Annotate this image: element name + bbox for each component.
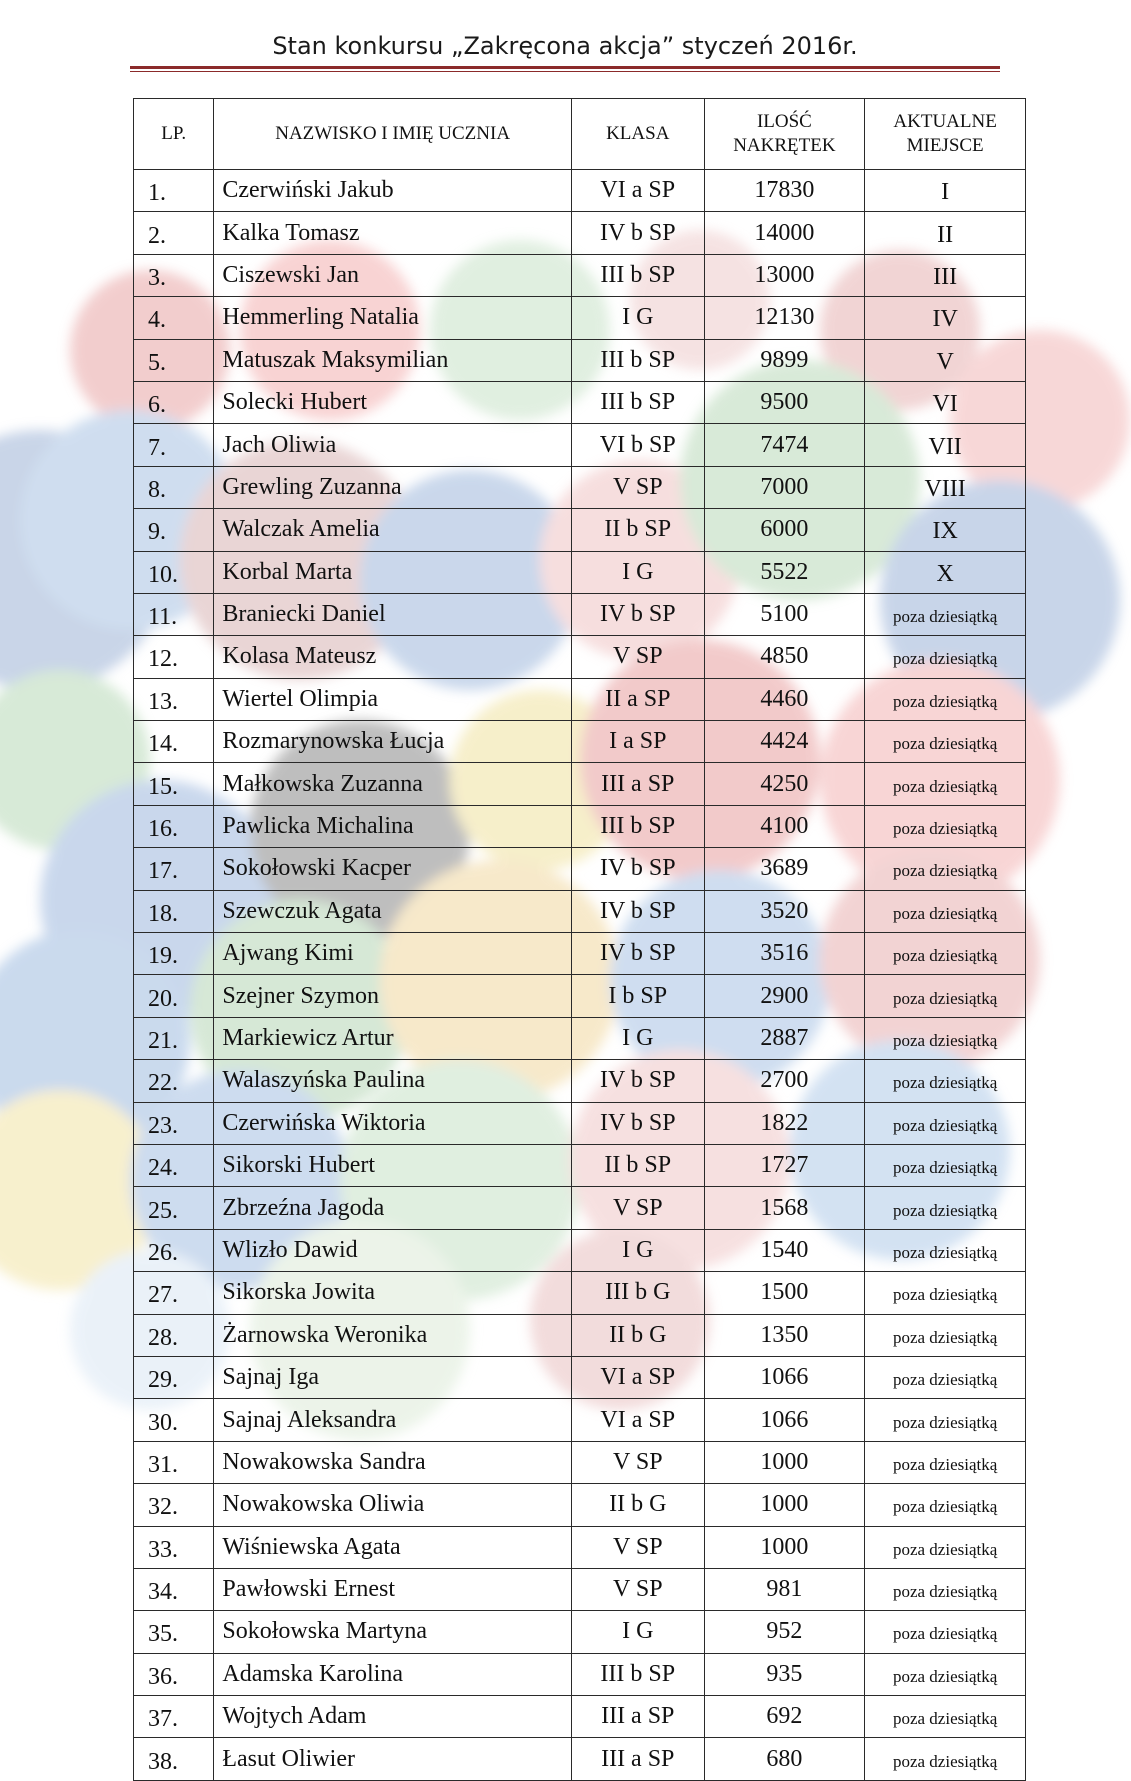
table-row bbox=[134, 381, 1026, 423]
row-lp: 30. bbox=[134, 1399, 214, 1441]
header-count-line1: ILOŚĆ bbox=[756, 111, 812, 132]
row-count: 5100 bbox=[704, 593, 865, 635]
row-place: poza dziesiątką bbox=[865, 636, 1026, 678]
header-count bbox=[704, 99, 865, 170]
page-title: Stan konkursu „Zakręcona akcja” styczeń 2016r. bbox=[272, 32, 858, 60]
row-count: 1540 bbox=[704, 1229, 865, 1271]
row-count: 3689 bbox=[704, 848, 865, 890]
row-count: 7474 bbox=[704, 424, 865, 466]
row-count: 13000 bbox=[704, 254, 865, 296]
row-place: poza dziesiątką bbox=[865, 1653, 1026, 1695]
table-row bbox=[134, 593, 1026, 635]
row-lp: 8. bbox=[134, 466, 214, 508]
row-place: poza dziesiątką bbox=[865, 805, 1026, 847]
row-count: 1066 bbox=[704, 1356, 865, 1398]
row-name: Sokołowska Martyna bbox=[214, 1611, 572, 1653]
row-place: poza dziesiątką bbox=[865, 1441, 1026, 1483]
row-place: poza dziesiątką bbox=[865, 593, 1026, 635]
row-count: 4460 bbox=[704, 678, 865, 720]
row-class: IV b SP bbox=[571, 890, 704, 932]
table-row bbox=[134, 848, 1026, 890]
table-row bbox=[134, 721, 1026, 763]
row-class: IV b SP bbox=[571, 933, 704, 975]
table-row bbox=[134, 1314, 1026, 1356]
row-class: III b SP bbox=[571, 805, 704, 847]
row-name: Małkowska Zuzanna bbox=[214, 763, 572, 805]
row-count: 4250 bbox=[704, 763, 865, 805]
table-row bbox=[134, 424, 1026, 466]
row-class: II b G bbox=[571, 1484, 704, 1526]
row-place: poza dziesiątką bbox=[865, 1568, 1026, 1610]
title-rule bbox=[130, 66, 1000, 69]
row-class: V SP bbox=[571, 1187, 704, 1229]
row-place: II bbox=[865, 212, 1026, 254]
header-class: KLASA bbox=[571, 99, 704, 170]
row-lp: 29. bbox=[134, 1356, 214, 1398]
row-name: Solecki Hubert bbox=[214, 381, 572, 423]
row-name: Pawłowski Ernest bbox=[214, 1568, 572, 1610]
table-row bbox=[134, 636, 1026, 678]
row-place: IX bbox=[865, 509, 1026, 551]
row-count: 2700 bbox=[704, 1060, 865, 1102]
table-row bbox=[134, 678, 1026, 720]
row-place: V bbox=[865, 339, 1026, 381]
row-count: 1066 bbox=[704, 1399, 865, 1441]
table-row bbox=[134, 466, 1026, 508]
row-count: 692 bbox=[704, 1696, 865, 1738]
row-place: poza dziesiątką bbox=[865, 1526, 1026, 1568]
row-place: poza dziesiątką bbox=[865, 1696, 1026, 1738]
row-count: 12130 bbox=[704, 297, 865, 339]
row-place: poza dziesiątką bbox=[865, 1314, 1026, 1356]
row-place: poza dziesiątką bbox=[865, 1187, 1026, 1229]
row-name: Wiśniewska Agata bbox=[214, 1526, 572, 1568]
table-row bbox=[134, 297, 1026, 339]
table-row bbox=[134, 1484, 1026, 1526]
row-name: Kolasa Mateusz bbox=[214, 636, 572, 678]
row-place: poza dziesiątką bbox=[865, 1060, 1026, 1102]
row-name: Szejner Szymon bbox=[214, 975, 572, 1017]
row-class: VI a SP bbox=[571, 170, 704, 212]
row-lp: 35. bbox=[134, 1611, 214, 1653]
table-row bbox=[134, 1187, 1026, 1229]
row-lp: 16. bbox=[134, 805, 214, 847]
row-lp: 37. bbox=[134, 1696, 214, 1738]
row-class: I a SP bbox=[571, 721, 704, 763]
row-count: 9500 bbox=[704, 381, 865, 423]
row-class: II b SP bbox=[571, 1144, 704, 1186]
row-class: IV b SP bbox=[571, 848, 704, 890]
table-row bbox=[134, 551, 1026, 593]
row-count: 1000 bbox=[704, 1526, 865, 1568]
table-row bbox=[134, 1144, 1026, 1186]
table-row bbox=[134, 339, 1026, 381]
row-lp: 3. bbox=[134, 254, 214, 296]
row-count: 4424 bbox=[704, 721, 865, 763]
table-row bbox=[134, 1229, 1026, 1271]
row-name: Walaszyńska Paulina bbox=[214, 1060, 572, 1102]
table-row bbox=[134, 763, 1026, 805]
row-count: 4100 bbox=[704, 805, 865, 847]
header-place bbox=[865, 99, 1026, 170]
row-class: III b SP bbox=[571, 381, 704, 423]
row-place: poza dziesiątką bbox=[865, 1144, 1026, 1186]
header-place-line2: MIEJSCE bbox=[906, 135, 984, 156]
row-name: Kalka Tomasz bbox=[214, 212, 572, 254]
row-place: poza dziesiątką bbox=[865, 721, 1026, 763]
table-row bbox=[134, 1738, 1026, 1780]
row-count: 2887 bbox=[704, 1017, 865, 1059]
row-place: poza dziesiątką bbox=[865, 678, 1026, 720]
table-row bbox=[134, 975, 1026, 1017]
row-name: Sajnaj Aleksandra bbox=[214, 1399, 572, 1441]
row-name: Czerwiński Jakub bbox=[214, 170, 572, 212]
row-place: I bbox=[865, 170, 1026, 212]
row-class: II a SP bbox=[571, 678, 704, 720]
row-lp: 22. bbox=[134, 1060, 214, 1102]
row-lp: 21. bbox=[134, 1017, 214, 1059]
row-class: I G bbox=[571, 1017, 704, 1059]
header-count-line2: NAKRĘTEK bbox=[733, 135, 836, 156]
row-name: Korbal Marta bbox=[214, 551, 572, 593]
table-row bbox=[134, 170, 1026, 212]
table-row bbox=[134, 1060, 1026, 1102]
row-name: Wojtych Adam bbox=[214, 1696, 572, 1738]
row-count: 9899 bbox=[704, 339, 865, 381]
row-lp: 28. bbox=[134, 1314, 214, 1356]
row-place: poza dziesiątką bbox=[865, 1356, 1026, 1398]
row-count: 6000 bbox=[704, 509, 865, 551]
row-lp: 26. bbox=[134, 1229, 214, 1271]
row-lp: 17. bbox=[134, 848, 214, 890]
row-place: poza dziesiątką bbox=[865, 890, 1026, 932]
row-place: poza dziesiątką bbox=[865, 1229, 1026, 1271]
row-place: poza dziesiątką bbox=[865, 763, 1026, 805]
table-row bbox=[134, 890, 1026, 932]
row-class: V SP bbox=[571, 466, 704, 508]
table-row bbox=[134, 1441, 1026, 1483]
title-rule-thin bbox=[130, 71, 1000, 72]
table-row bbox=[134, 1399, 1026, 1441]
table-row bbox=[134, 212, 1026, 254]
row-lp: 5. bbox=[134, 339, 214, 381]
row-class: III b G bbox=[571, 1272, 704, 1314]
row-count: 952 bbox=[704, 1611, 865, 1653]
row-place: poza dziesiątką bbox=[865, 1272, 1026, 1314]
row-place: VII bbox=[865, 424, 1026, 466]
header-name: NAZWISKO I IMIĘ UCZNIA bbox=[214, 99, 572, 170]
row-count: 981 bbox=[704, 1568, 865, 1610]
row-lp: 7. bbox=[134, 424, 214, 466]
row-lp: 23. bbox=[134, 1102, 214, 1144]
row-lp: 15. bbox=[134, 763, 214, 805]
row-class: III a SP bbox=[571, 1696, 704, 1738]
row-name: Sokołowski Kacper bbox=[214, 848, 572, 890]
row-lp: 27. bbox=[134, 1272, 214, 1314]
table-row bbox=[134, 1356, 1026, 1398]
row-count: 1000 bbox=[704, 1441, 865, 1483]
row-count: 5522 bbox=[704, 551, 865, 593]
row-class: III b SP bbox=[571, 1653, 704, 1695]
table-body bbox=[134, 170, 1026, 1781]
row-name: Zbrzeźna Jagoda bbox=[214, 1187, 572, 1229]
row-count: 1822 bbox=[704, 1102, 865, 1144]
row-count: 3516 bbox=[704, 933, 865, 975]
row-place: poza dziesiątką bbox=[865, 1611, 1026, 1653]
row-name: Grewling Zuzanna bbox=[214, 466, 572, 508]
row-lp: 11. bbox=[134, 593, 214, 635]
row-lp: 31. bbox=[134, 1441, 214, 1483]
row-count: 7000 bbox=[704, 466, 865, 508]
row-lp: 19. bbox=[134, 933, 214, 975]
row-name: Ciszewski Jan bbox=[214, 254, 572, 296]
row-place: poza dziesiątką bbox=[865, 848, 1026, 890]
row-name: Szewczuk Agata bbox=[214, 890, 572, 932]
row-place: poza dziesiątką bbox=[865, 1484, 1026, 1526]
row-class: VI b SP bbox=[571, 424, 704, 466]
row-count: 4850 bbox=[704, 636, 865, 678]
row-class: IV b SP bbox=[571, 1102, 704, 1144]
row-lp: 12. bbox=[134, 636, 214, 678]
row-name: Wlizło Dawid bbox=[214, 1229, 572, 1271]
row-lp: 10. bbox=[134, 551, 214, 593]
table-row bbox=[134, 1017, 1026, 1059]
row-class: V SP bbox=[571, 636, 704, 678]
row-place: III bbox=[865, 254, 1026, 296]
row-class: III a SP bbox=[571, 1738, 704, 1780]
row-class: I G bbox=[571, 297, 704, 339]
row-class: III b SP bbox=[571, 254, 704, 296]
row-count: 14000 bbox=[704, 212, 865, 254]
row-name: Markiewicz Artur bbox=[214, 1017, 572, 1059]
row-name: Łasut Oliwier bbox=[214, 1738, 572, 1780]
row-name: Rozmarynowska Łucja bbox=[214, 721, 572, 763]
row-lp: 9. bbox=[134, 509, 214, 551]
row-lp: 2. bbox=[134, 212, 214, 254]
row-count: 935 bbox=[704, 1653, 865, 1695]
row-name: Pawlicka Michalina bbox=[214, 805, 572, 847]
ranking-table bbox=[133, 98, 1026, 1781]
row-name: Nowakowska Sandra bbox=[214, 1441, 572, 1483]
row-place: poza dziesiątką bbox=[865, 933, 1026, 975]
row-name: Matuszak Maksymilian bbox=[214, 339, 572, 381]
row-class: IV b SP bbox=[571, 593, 704, 635]
table-row bbox=[134, 933, 1026, 975]
row-class: I G bbox=[571, 1611, 704, 1653]
header-lp: LP. bbox=[134, 99, 214, 170]
row-place: VIII bbox=[865, 466, 1026, 508]
row-count: 1500 bbox=[704, 1272, 865, 1314]
row-lp: 4. bbox=[134, 297, 214, 339]
row-count: 2900 bbox=[704, 975, 865, 1017]
row-count: 17830 bbox=[704, 170, 865, 212]
row-name: Jach Oliwia bbox=[214, 424, 572, 466]
table-header-row bbox=[134, 99, 1026, 170]
row-name: Hemmerling Natalia bbox=[214, 297, 572, 339]
row-class: V SP bbox=[571, 1441, 704, 1483]
table-row bbox=[134, 1272, 1026, 1314]
row-class: I G bbox=[571, 1229, 704, 1271]
table-row bbox=[134, 1653, 1026, 1695]
row-class: VI a SP bbox=[571, 1356, 704, 1398]
table-row bbox=[134, 1568, 1026, 1610]
row-class: I b SP bbox=[571, 975, 704, 1017]
table-row bbox=[134, 1611, 1026, 1653]
row-name: Sikorska Jowita bbox=[214, 1272, 572, 1314]
row-lp: 6. bbox=[134, 381, 214, 423]
row-name: Adamska Karolina bbox=[214, 1653, 572, 1695]
table-row bbox=[134, 254, 1026, 296]
row-name: Czerwińska Wiktoria bbox=[214, 1102, 572, 1144]
row-lp: 36. bbox=[134, 1653, 214, 1695]
table-row bbox=[134, 1696, 1026, 1738]
row-name: Walczak Amelia bbox=[214, 509, 572, 551]
row-class: VI a SP bbox=[571, 1399, 704, 1441]
row-count: 1000 bbox=[704, 1484, 865, 1526]
row-class: II b G bbox=[571, 1314, 704, 1356]
row-place: poza dziesiątką bbox=[865, 1738, 1026, 1780]
row-place: poza dziesiątką bbox=[865, 1399, 1026, 1441]
row-class: II b SP bbox=[571, 509, 704, 551]
table-row bbox=[134, 805, 1026, 847]
row-place: IV bbox=[865, 297, 1026, 339]
row-lp: 34. bbox=[134, 1568, 214, 1610]
table-row bbox=[134, 1102, 1026, 1144]
row-name: Nowakowska Oliwia bbox=[214, 1484, 572, 1526]
row-place: VI bbox=[865, 381, 1026, 423]
header-place-line1: AKTUALNE bbox=[893, 111, 997, 132]
row-lp: 33. bbox=[134, 1526, 214, 1568]
row-lp: 38. bbox=[134, 1738, 214, 1780]
table-row bbox=[134, 1526, 1026, 1568]
row-name: Wiertel Olimpia bbox=[214, 678, 572, 720]
row-name: Ajwang Kimi bbox=[214, 933, 572, 975]
row-name: Sikorski Hubert bbox=[214, 1144, 572, 1186]
row-class: IV b SP bbox=[571, 212, 704, 254]
row-count: 1568 bbox=[704, 1187, 865, 1229]
row-count: 680 bbox=[704, 1738, 865, 1780]
row-class: III a SP bbox=[571, 763, 704, 805]
row-class: III b SP bbox=[571, 339, 704, 381]
row-lp: 14. bbox=[134, 721, 214, 763]
row-count: 3520 bbox=[704, 890, 865, 932]
row-place: poza dziesiątką bbox=[865, 1102, 1026, 1144]
row-count: 1727 bbox=[704, 1144, 865, 1186]
row-name: Braniecki Daniel bbox=[214, 593, 572, 635]
row-place: poza dziesiątką bbox=[865, 975, 1026, 1017]
row-lp: 25. bbox=[134, 1187, 214, 1229]
row-lp: 13. bbox=[134, 678, 214, 720]
row-lp: 32. bbox=[134, 1484, 214, 1526]
table-row bbox=[134, 509, 1026, 551]
row-name: Żarnowska Weronika bbox=[214, 1314, 572, 1356]
row-lp: 20. bbox=[134, 975, 214, 1017]
row-place: X bbox=[865, 551, 1026, 593]
row-lp: 24. bbox=[134, 1144, 214, 1186]
row-class: IV b SP bbox=[571, 1060, 704, 1102]
row-class: I G bbox=[571, 551, 704, 593]
row-class: V SP bbox=[571, 1526, 704, 1568]
row-lp: 18. bbox=[134, 890, 214, 932]
row-name: Sajnaj Iga bbox=[214, 1356, 572, 1398]
row-lp: 1. bbox=[134, 170, 214, 212]
row-class: V SP bbox=[571, 1568, 704, 1610]
row-place: poza dziesiątką bbox=[865, 1017, 1026, 1059]
row-count: 1350 bbox=[704, 1314, 865, 1356]
